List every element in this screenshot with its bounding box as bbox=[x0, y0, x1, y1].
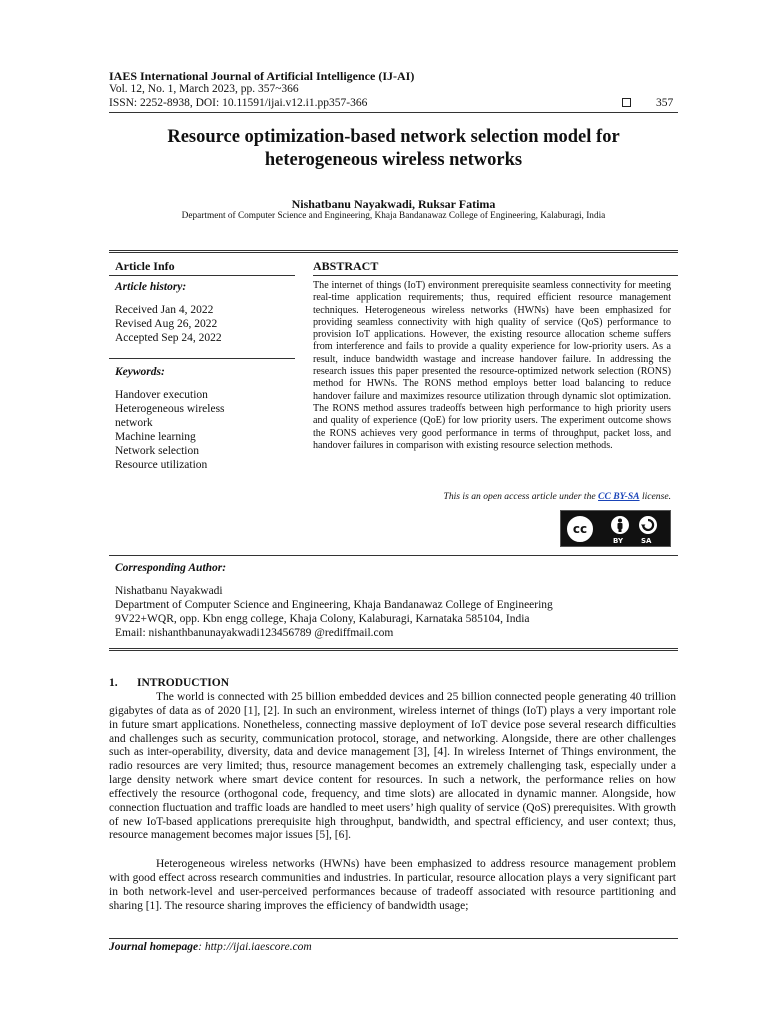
intro-paragraph-2: Heterogeneous wireless networks (HWNs) have been emphasized to address resource management problem with good effect across research communities and industries. In particular, resource allocation plays a very significant part in both network-level and user-perceived performances because of tradeoff associated with resource partitioning and sharing [1]. The resource sharing improves the efficiency of bandwidth usage; bbox=[109, 858, 676, 912]
corresponding-email: Email: nishanthbanunayakwadi123456789 @rediffmail.com bbox=[115, 627, 394, 639]
authors: Nishatbanu Nayakwadi, Ruksar Fatima bbox=[291, 197, 496, 211]
introduction-heading bbox=[109, 677, 229, 689]
keywords-top-rule bbox=[109, 358, 295, 359]
corresponding-author-label: Corresponding Author: bbox=[115, 562, 227, 574]
section-title: INTRODUCTION bbox=[137, 677, 230, 689]
share-alike-icon bbox=[637, 514, 659, 536]
section-top-rule bbox=[109, 250, 678, 253]
homepage-url[interactable]: : http://ijai.iaescore.com bbox=[198, 941, 312, 953]
corresponding-address: 9V22+WQR, opp. Kbn engg college, Khaja Colony, Kalaburagi, Karnataka 585104, India bbox=[115, 613, 530, 625]
title-line-2: heterogeneous wireless networks bbox=[264, 150, 523, 170]
article-history-label: Article history: bbox=[115, 281, 187, 293]
article-info-heading: Article Info bbox=[115, 259, 175, 273]
keyword-item: Machine learning bbox=[115, 431, 196, 443]
license-statement bbox=[313, 491, 671, 502]
intro-paragraph-1: The world is connected with 25 billion embedded devices and 25 billion connected people generating 40 trillion gigabytes of data as of 2020 [1], [2]. In such an environment, wireless internet of things (IoT) plays a very important role in future smart applications. Nonetheless, connecting massive deployment of IoT device pose several research difficulties and challenges such as security, communication protocol, storage, and networking. Alongside, there are other challenges such as inter-operability, diversity, data and device management [3], [4]. In wireless Internet of Things environment, the radio resources are very limited; thus, resource management becomes an extremely challenging task, especially under a large density network where smart device content for resources. In such a network, the performance relies on how effectively the resource (orthogonal code, frequency, and time slots) are allocated in dynamic manner. Alongside, how connection fluctuation and traffic loads are handled to meet users’ high quality of service (QoS) prerequisites. With growth of new IoT-based applications prerequisite high throughput, bandwidth, and spectral efficiency, and user context; thus, resource management becomes major issues [5], [6]. bbox=[109, 691, 676, 842]
keyword-item: network bbox=[115, 417, 153, 429]
section-number: 1. bbox=[109, 677, 118, 689]
affiliation: Department of Computer Science and Engineering, Khaja Bandanawaz College of Engineering, Kalaburagi, India bbox=[181, 211, 606, 221]
keyword-item: Handover execution bbox=[115, 389, 208, 401]
corresponding-name: Nishatbanu Nayakwadi bbox=[115, 585, 223, 597]
title-line-1: Resource optimization-based network selection model for bbox=[167, 127, 620, 147]
journal-homepage bbox=[109, 941, 312, 953]
keyword-item: Heterogeneous wireless bbox=[115, 403, 225, 415]
square-icon bbox=[622, 98, 631, 107]
cc-sa-label: SA bbox=[641, 537, 652, 545]
received-date: Received Jan 4, 2022 bbox=[115, 304, 214, 316]
footer-rule bbox=[109, 938, 678, 939]
abstract-heading: ABSTRACT bbox=[313, 259, 379, 273]
keyword-item: Network selection bbox=[115, 445, 199, 457]
header-rule bbox=[109, 112, 678, 113]
cc-by-label: BY bbox=[613, 537, 624, 545]
cc-icon: cc bbox=[565, 514, 595, 544]
cc-by-sa-badge[interactable] bbox=[560, 510, 671, 547]
paper-title bbox=[109, 126, 678, 172]
abstract-text: The internet of things (IoT) environment prerequisite seamless connectivity for meeting real-time application requirements; thus, required efficient resource management techniques. Heterogeneous wireless networks (HWNs) have been emphasized for providing seamless connectivity with high quality of service (QoS) performance to provision IoT applications. However, the existing resource allocation scheme suffers from interference and fails to provide a quality experience for low-priority users. As a result, induce bandwidth wastage and increase handover failure. In addressing the research issues this paper presented the resource-optimized network selection (RONS) method for HWNs. The RONS method employs better load balancing to reduce handover failure and maximizes resource utilization through dynamic slot optimization. The RONS method assures tradeoffs between high performance to high priority users and quality of experience (QoE) for low priority users. The experiment outcome shows the RONS achieves very good performance in terms of throughput, packet loss, and handover failures in comparison with existing resource selection methods. bbox=[313, 280, 671, 451]
corresponding-top-rule bbox=[109, 555, 678, 556]
keyword-item: Resource utilization bbox=[115, 459, 208, 471]
license-suffix: license. bbox=[639, 491, 671, 502]
section-bottom-rule bbox=[109, 648, 678, 651]
abstract-rule bbox=[313, 275, 678, 276]
license-prefix: This is an open access article under the bbox=[443, 491, 599, 502]
accepted-date: Accepted Sep 24, 2022 bbox=[115, 332, 222, 344]
person-icon bbox=[609, 514, 631, 536]
page-number: 357 bbox=[656, 97, 674, 109]
keywords-label: Keywords: bbox=[115, 366, 165, 378]
corresponding-department: Department of Computer Science and Engineering, Khaja Bandanawaz College of Engineering bbox=[115, 599, 553, 611]
homepage-label: Journal homepage bbox=[109, 941, 199, 953]
revised-date: Revised Aug 26, 2022 bbox=[115, 318, 218, 330]
journal-issn-doi: ISSN: 2252-8938, DOI: 10.11591/ijai.v12.i1.pp357-366 bbox=[109, 97, 368, 109]
journal-name: IAES International Journal of Artificial Intelligence (IJ-AI) bbox=[109, 69, 415, 83]
cc-by-sa-link[interactable]: CC BY-SA bbox=[598, 491, 640, 502]
article-info-rule bbox=[109, 275, 295, 276]
journal-volume: Vol. 12, No. 1, March 2023, pp. 357~366 bbox=[109, 83, 299, 95]
